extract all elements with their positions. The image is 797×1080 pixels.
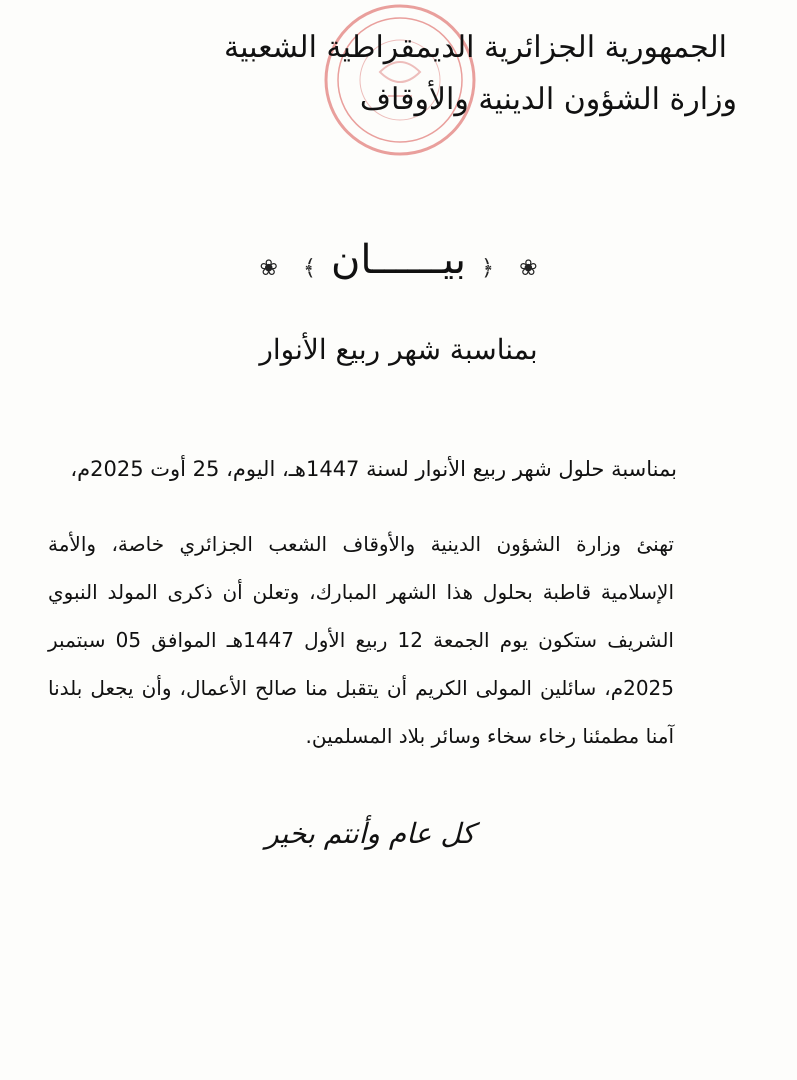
document-subtitle: بمناسبة شهر ربيع الأنوار	[259, 333, 538, 366]
floral-ornament-icon: ❀	[519, 256, 538, 281]
title-block	[0, 232, 797, 288]
header-ministry: وزارة الشؤون الدينية والأوقاف	[359, 82, 737, 117]
bracket-ornament-icon: ﴿	[481, 256, 495, 281]
bracket-ornament-icon: ﴾	[302, 256, 316, 281]
body-paragraph: تهنئ وزارة الشؤون الدينية والأوقاف الشعب الجزائري خاصة، والأمة الإسلامية قاطبة بحلول هذا الشهر المبارك، وتعلن أن ذكرى المولد النبوي الشريف ستكون يوم الجمعة 12 ربيع الأول 1447هـ الموافق 05 سبتمبر 2025م، سائلين المولى الكريم أن يتقبل منا صالح الأعمال، وأن يجعل بلدنا آمنا مطمئنا رخاء سخاء وسائر بلاد المسلمين.	[48, 532, 674, 748]
floral-ornament-icon: ❀	[259, 256, 278, 281]
intro-line: بمناسبة حلول شهر ربيع الأنوار لسنة 1447هـ، اليوم، 25 أوت 2025م،	[70, 457, 677, 481]
closing-greeting: كل عام وأنتم بخير	[265, 817, 475, 850]
document-title: بيــــــان	[330, 237, 467, 283]
header-republic: الجمهورية الجزائرية الديمقراطية الشعبية	[224, 30, 727, 65]
